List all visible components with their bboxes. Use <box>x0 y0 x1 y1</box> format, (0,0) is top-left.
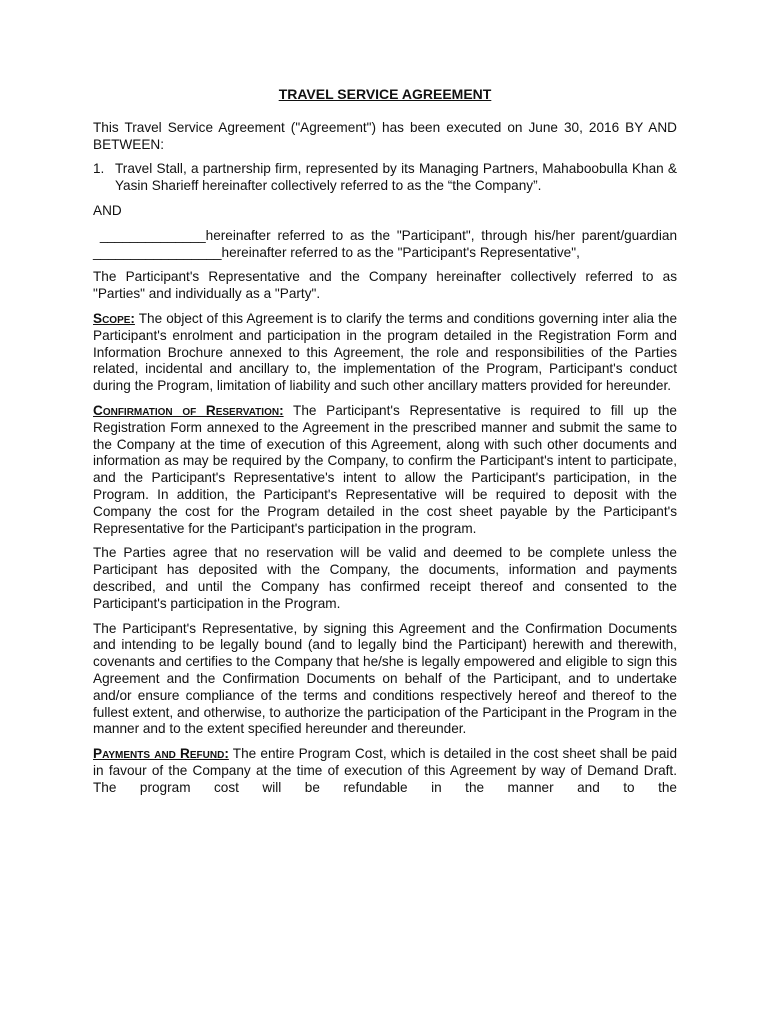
payments-paragraph <box>93 746 677 796</box>
participant-text-2: hereinafter referred to as the "Participant's Representative", <box>221 244 580 260</box>
intro-paragraph: This Travel Service Agreement ("Agreement") has been executed on June 30, 2016 BY AND BETWEEN: <box>93 119 677 152</box>
reservation-validity-paragraph: The Parties agree that no reservation will be valid and deemed to be complete unless the Participant has deposited with the Company, the documents, information and payments described, and until the Company has confirmed receipt thereof and consented to the Participant's participation in the Program. <box>93 545 677 611</box>
scope-heading: Scope: <box>93 310 135 326</box>
payments-text: The entire Program Cost, which is detailed in the cost sheet shall be paid in favour of the Company at the time of execution of this Agreement by way of Demand Draft. The program cost will be refundable in the manner and to the <box>93 746 678 795</box>
document-body <box>93 86 677 804</box>
parties-definition: The Participant's Representative and the Company hereinafter collectively referred to as "Parties" and individually as a "Party". <box>93 269 677 302</box>
scope-paragraph <box>93 311 677 395</box>
confirmation-paragraph <box>93 403 677 537</box>
scope-text: The object of this Agreement is to clarify the terms and conditions governing inter alia the Participant's enrolment and participation in the program detailed in the Registration Form and Information Brochure annexed to this Agreement, the role and responsibilities of the Parties related, incidental and ancillary to, the implementation of the Program, Participant's conduct during the Program, limitation of liability and such other ancillary matters provided for hereunder. <box>93 310 677 394</box>
participant-text-1: hereinafter referred to as the "Participant", through his/her parent/guardian <box>205 227 678 243</box>
participant-name-blank: ______________ <box>99 227 206 243</box>
party-text: Travel Stall, a partnership firm, represented by its Managing Partners, Mahaboobulla Khan & Yasin Sharieff hereinafter collectively referred to as the “the Company”. <box>115 161 677 194</box>
participant-paragraph <box>93 228 677 262</box>
party-list-item <box>93 161 677 195</box>
party-number: 1. <box>93 161 105 177</box>
payments-heading: Payments and Refund: <box>93 746 229 762</box>
and-label: AND <box>93 202 122 218</box>
confirmation-heading: Confirmation of Reservation: <box>93 402 284 418</box>
guardian-name-blank: _________________ <box>93 244 222 260</box>
representative-paragraph: The Participant's Representative, by signing this Agreement and the Confirmation Documents and intending to be legally bound (and to legally bind the Participant) herewith and therewith, covenants and certifies to the Company that he/she is legally empowered and eligible to sign this Agreement and the Confirmation Documents on behalf of the Participant, and to undertake and/or ensure compliance of the terms and conditions respectively hereof and thereof to the fullest extent, and otherwise, to authorize the participation of the Participant in the Program in the manner and to the extent specified hereunder and thereunder. <box>93 620 677 737</box>
confirmation-text: The Participant's Representative is required to fill up the Registration Form annexed to the Agreement in the prescribed manner and submit the same to the Company at the time of execution of this Agreement, along with such other documents and information as may be required by the Company, to confirm the Participant's intent to participate, and the Participant's Representative's intent to allow the Participant's participation, in the Program. In addition, the Participant's Representative will be required to deposit with the Company the cost for the Program detailed in the cost sheet payable by the Participant's Representative for the Participant's participation in the program. <box>93 402 677 536</box>
document-title: TRAVEL SERVICE AGREEMENT <box>278 86 492 102</box>
